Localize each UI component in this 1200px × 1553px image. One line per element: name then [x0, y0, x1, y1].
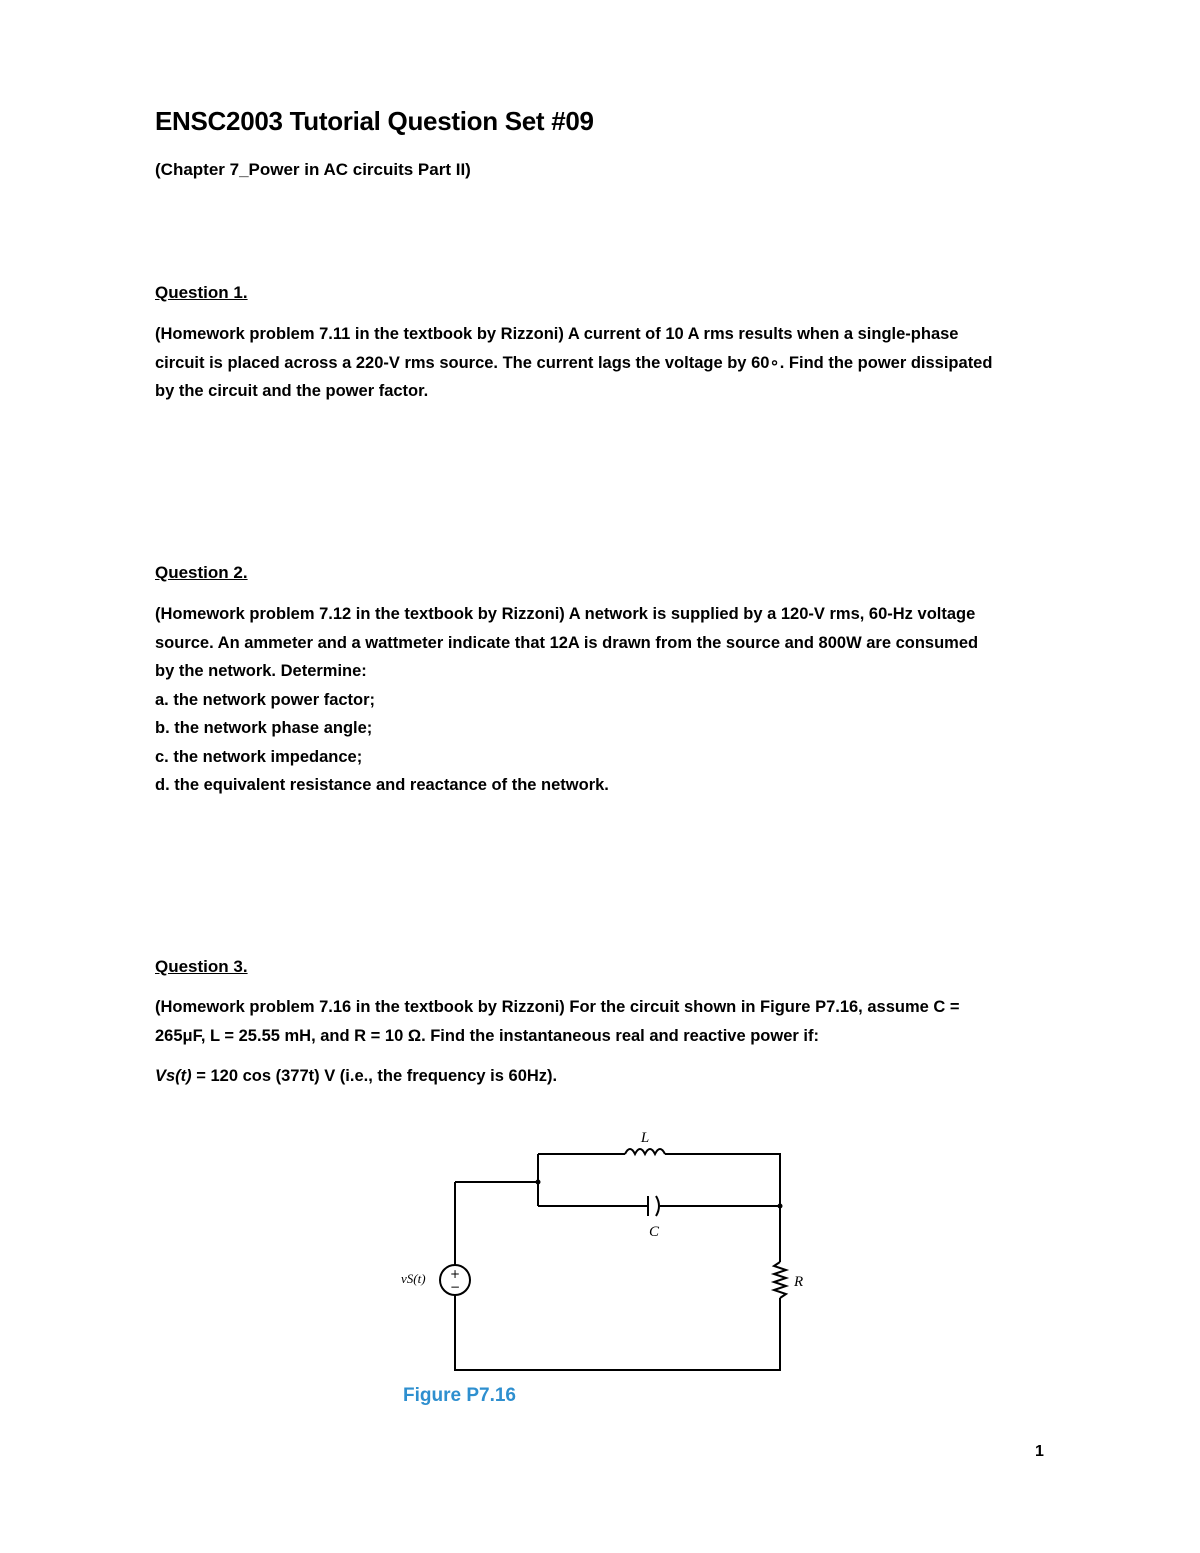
source-minus: − — [449, 1280, 461, 1294]
wire-left-bottom — [455, 1295, 780, 1370]
question-2-line: b. the network phase angle; — [155, 719, 373, 737]
question-3-body — [155, 993, 1055, 1050]
question-2-line: d. the equivalent resistance and reactance of the network. — [155, 776, 609, 794]
formula-rhs: = 120 cos (377t) V (i.e., the frequency is 60Hz). — [196, 1067, 558, 1085]
question-2-heading: Question 2. — [155, 563, 248, 582]
question-1-heading: Question 1. — [155, 283, 248, 302]
document-title: ENSC2003 Tutorial Question Set #09 — [155, 106, 594, 136]
question-3-heading: Question 3. — [155, 957, 248, 976]
question-3-line: 265μF, L = 25.55 mH, and R = 10 Ω. Find the instantaneous real and reactive power if: — [155, 1026, 819, 1045]
question-3-formula — [155, 1067, 557, 1086]
question-1-line: (Homework problem 7.11 in the textbook by Rizzoni) A current of 10 A rms results when a single-phase — [155, 325, 959, 343]
source-label: vS(t) — [401, 1271, 426, 1286]
question-2-line: (Homework problem 7.12 in the textbook by Rizzoni) A network is supplied by a 120-V rms, 60-Hz voltage — [155, 605, 976, 623]
question-1-line: circuit is placed across a 220-V rms source. The current lags the voltage by 60∘. Find the power dissipated — [155, 353, 993, 372]
resistor-symbol — [774, 1262, 786, 1298]
page-number: 1 — [1035, 1443, 1044, 1460]
formula-lhs: Vs(t) — [155, 1067, 192, 1085]
question-2-line: c. the network impedance; — [155, 747, 363, 766]
question-2-body — [155, 600, 1055, 800]
resistor-label: R — [794, 1274, 804, 1290]
document-subtitle: (Chapter 7_Power in AC circuits Part II) — [155, 160, 471, 179]
capacitor-plate-right — [656, 1196, 659, 1216]
question-2-line: source. An ammeter and a wattmeter indicate that 12A is drawn from the source and 800W are consumed — [155, 633, 979, 652]
question-1-body — [155, 320, 1055, 406]
question-3-line: (Homework problem 7.16 in the textbook by Rizzoni) For the circuit shown in Figure P7.16, assume C = — [155, 998, 960, 1016]
capacitor-label: C — [648, 1224, 660, 1240]
source-plus: + — [449, 1267, 461, 1281]
question-1-line: by the circuit and the power factor. — [155, 382, 429, 400]
question-2-line: by the network. Determine: — [155, 662, 367, 680]
figure-caption: Figure P7.16 — [403, 1385, 516, 1406]
wire-inductor-right — [665, 1154, 780, 1206]
inductor-symbol — [625, 1149, 665, 1154]
question-2-line: a. the network power factor; — [155, 690, 376, 709]
circuit-diagram — [390, 1120, 820, 1420]
inductor-label: L — [640, 1130, 650, 1146]
